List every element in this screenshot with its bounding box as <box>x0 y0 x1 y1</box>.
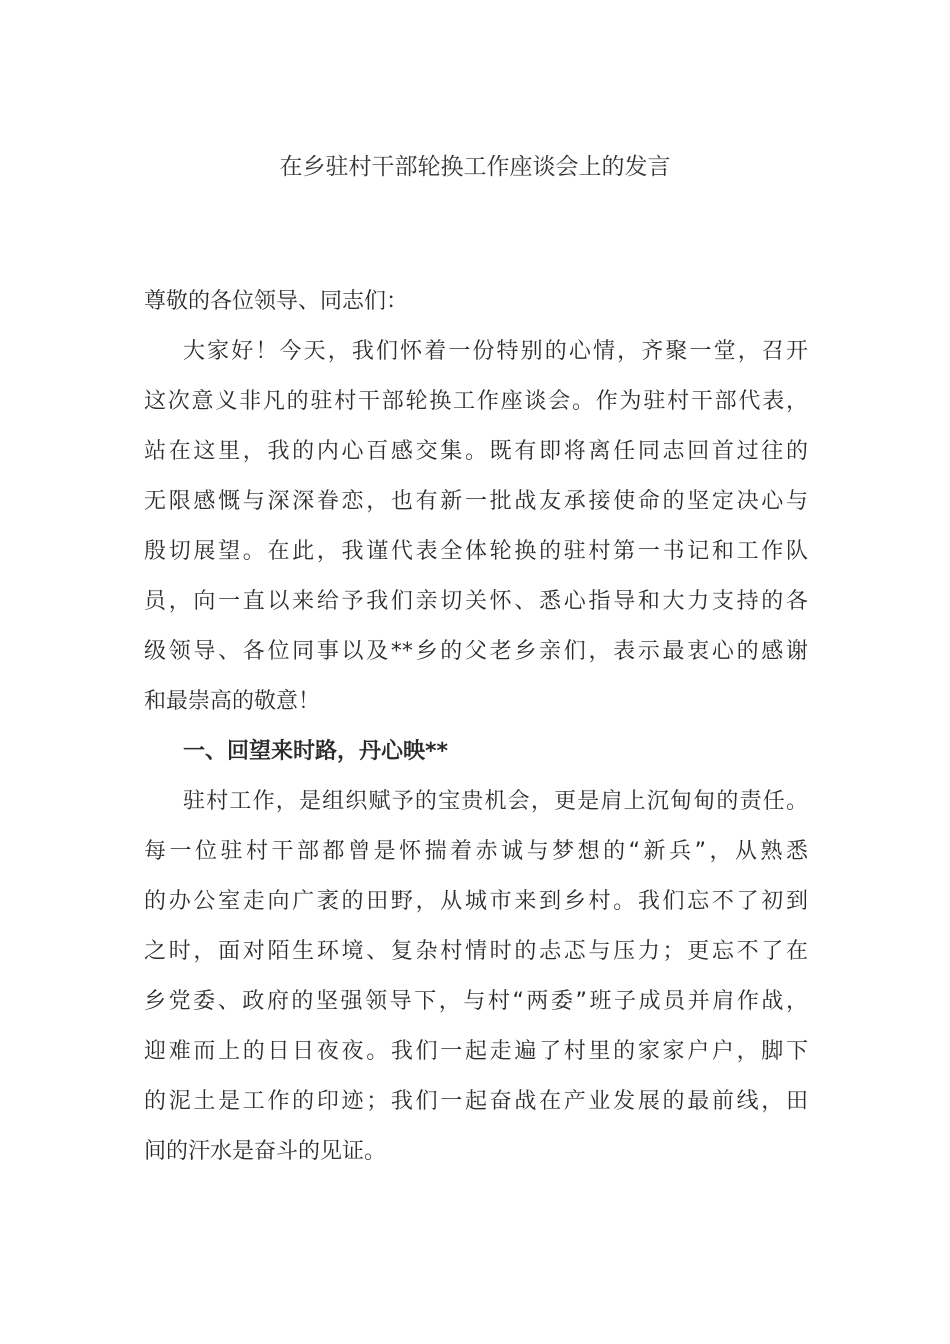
paragraph-line: 间的汗水是奋斗的见证。 <box>144 1139 387 1164</box>
paragraph-line: 无限感慨与深深眷恋，也有新一批战友承接使命的坚定决心与 <box>144 489 808 514</box>
paragraph-line: 的办公室走向广袤的田野，从城市来到乡村。我们忘不了初到 <box>144 889 808 914</box>
paragraph-line: 之时，面对陌生环境、复杂村情时的忐忑与压力；更忘不了在 <box>144 939 808 964</box>
section-heading: 一、回望来时路，丹心映** <box>183 739 449 764</box>
paragraph-line: 迎难而上的日日夜夜。我们一起走遍了村里的家家户户，脚下 <box>144 1039 808 1064</box>
paragraph-line: 殷切展望。在此，我谨代表全体轮换的驻村第一书记和工作队 <box>144 539 808 564</box>
paragraph-opening <box>144 335 808 735</box>
paragraph-line: 的泥土是工作的印迹；我们一起奋战在产业发展的最前线，田 <box>144 1089 808 1114</box>
document-title: 在乡驻村干部轮换工作座谈会上的发言 <box>279 154 671 180</box>
paragraph-line: 级领导、各位同事以及**乡的父老乡亲们，表示最衷心的感谢 <box>144 639 808 664</box>
document-body <box>144 285 808 1185</box>
paragraph-section-1 <box>144 785 808 1185</box>
paragraph-line: 和最崇高的敬意！ <box>144 689 321 714</box>
paragraph-line: 这次意义非凡的驻村干部轮换工作座谈会。作为驻村干部代表， <box>144 389 808 414</box>
paragraph-line: 乡党委、政府的坚强领导下，与村“两委”班子成员并肩作战， <box>144 989 808 1014</box>
salutation: 尊敬的各位领导、同志们： <box>144 289 409 314</box>
paragraph-line: 大家好！今天，我们怀着一份特别的心情，齐聚一堂，召开 <box>183 339 808 364</box>
paragraph-line: 驻村工作，是组织赋予的宝贵机会，更是肩上沉甸甸的责任。 <box>183 789 808 814</box>
paragraph-line: 站在这里，我的内心百感交集。既有即将离任同志回首过往的 <box>144 439 808 464</box>
paragraph-line: 员，向一直以来给予我们亲切关怀、悉心指导和大力支持的各 <box>144 589 808 614</box>
paragraph-line: 每一位驻村干部都曾是怀揣着赤诚与梦想的“新兵”，从熟悉 <box>144 839 808 864</box>
